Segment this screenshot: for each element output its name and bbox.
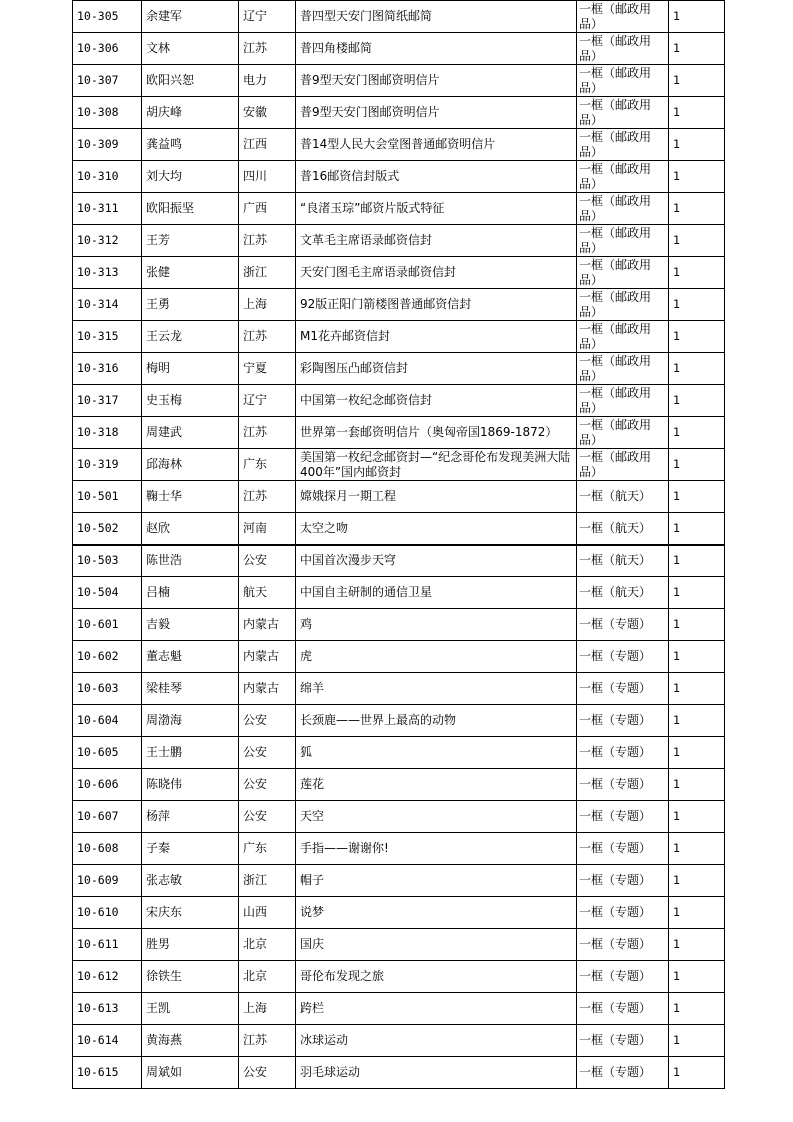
cell-entry-number: 10-605 <box>73 737 142 769</box>
cell-category: 一框（专题） <box>577 769 669 801</box>
cell-exhibit-title: 国庆 <box>296 929 577 961</box>
table-row <box>73 1025 725 1057</box>
cell-exhibitor-name: 欧阳兴恕 <box>142 65 239 97</box>
cell-category: 一框（邮政用品） <box>577 353 669 385</box>
cell-region: 内蒙古 <box>239 673 296 705</box>
table-row <box>73 993 725 1025</box>
cell-region: 公安 <box>239 801 296 833</box>
cell-entry-number: 10-603 <box>73 673 142 705</box>
cell-exhibit-title: 天空 <box>296 801 577 833</box>
table-row <box>73 513 725 545</box>
cell-frame-count: 1 <box>669 385 725 417</box>
cell-region: 内蒙古 <box>239 609 296 641</box>
cell-frame-count: 1 <box>669 65 725 97</box>
cell-exhibit-title: 长颈鹿——世界上最高的动物 <box>296 705 577 737</box>
cell-exhibitor-name: 王勇 <box>142 289 239 321</box>
cell-exhibit-title: 普14型人民大会堂图普通邮资明信片 <box>296 129 577 161</box>
cell-exhibit-title: 嫦娥探月一期工程 <box>296 481 577 513</box>
exhibit-table-body <box>73 1 725 1089</box>
cell-exhibitor-name: 张志敏 <box>142 865 239 897</box>
table-row <box>73 961 725 993</box>
cell-exhibitor-name: 王凯 <box>142 993 239 1025</box>
cell-category: 一框（邮政用品） <box>577 193 669 225</box>
cell-exhibitor-name: 刘大均 <box>142 161 239 193</box>
cell-entry-number: 10-314 <box>73 289 142 321</box>
cell-exhibit-title: 太空之吻 <box>296 513 577 545</box>
cell-frame-count: 1 <box>669 801 725 833</box>
cell-category: 一框（邮政用品） <box>577 97 669 129</box>
cell-entry-number: 10-602 <box>73 641 142 673</box>
cell-region: 江苏 <box>239 417 296 449</box>
cell-region: 辽宁 <box>239 1 296 33</box>
cell-frame-count: 1 <box>669 897 725 929</box>
cell-region: 内蒙古 <box>239 641 296 673</box>
cell-category: 一框（专题） <box>577 673 669 705</box>
cell-entry-number: 10-312 <box>73 225 142 257</box>
cell-entry-number: 10-504 <box>73 577 142 609</box>
table-row <box>73 385 725 417</box>
cell-frame-count: 1 <box>669 993 725 1025</box>
table-row <box>73 289 725 321</box>
cell-category: 一框（专题） <box>577 865 669 897</box>
table-row <box>73 865 725 897</box>
cell-category: 一框（邮政用品） <box>577 385 669 417</box>
cell-entry-number: 10-319 <box>73 449 142 481</box>
cell-category: 一框（航天） <box>577 513 669 545</box>
cell-exhibit-title: 92版正阳门箭楼图普通邮资信封 <box>296 289 577 321</box>
cell-exhibitor-name: 王云龙 <box>142 321 239 353</box>
cell-entry-number: 10-305 <box>73 1 142 33</box>
cell-exhibit-title: 普9型天安门图邮资明信片 <box>296 65 577 97</box>
cell-category: 一框（邮政用品） <box>577 225 669 257</box>
cell-region: 安徽 <box>239 97 296 129</box>
cell-region: 江苏 <box>239 33 296 65</box>
cell-region: 宁夏 <box>239 353 296 385</box>
cell-frame-count: 1 <box>669 737 725 769</box>
cell-category: 一框（航天） <box>577 577 669 609</box>
cell-exhibitor-name: 杨萍 <box>142 801 239 833</box>
cell-region: 上海 <box>239 993 296 1025</box>
cell-entry-number: 10-614 <box>73 1025 142 1057</box>
table-row <box>73 225 725 257</box>
cell-exhibitor-name: 宋庆东 <box>142 897 239 929</box>
table-row <box>73 257 725 289</box>
table-row <box>73 769 725 801</box>
cell-region: 北京 <box>239 961 296 993</box>
table-row <box>73 641 725 673</box>
cell-entry-number: 10-318 <box>73 417 142 449</box>
cell-region: 河南 <box>239 513 296 545</box>
cell-exhibitor-name: 梁桂琴 <box>142 673 239 705</box>
cell-exhibitor-name: 文林 <box>142 33 239 65</box>
cell-frame-count: 1 <box>669 929 725 961</box>
cell-frame-count: 1 <box>669 161 725 193</box>
cell-region: 浙江 <box>239 865 296 897</box>
cell-exhibitor-name: 陈晓伟 <box>142 769 239 801</box>
cell-region: 公安 <box>239 1057 296 1089</box>
cell-entry-number: 10-609 <box>73 865 142 897</box>
cell-category: 一框（专题） <box>577 961 669 993</box>
cell-frame-count: 1 <box>669 609 725 641</box>
table-row <box>73 897 725 929</box>
cell-exhibit-title: 天安门图毛主席语录邮资信封 <box>296 257 577 289</box>
cell-region: 公安 <box>239 737 296 769</box>
cell-frame-count: 1 <box>669 865 725 897</box>
cell-category: 一框（邮政用品） <box>577 321 669 353</box>
cell-exhibitor-name: 王芳 <box>142 225 239 257</box>
cell-exhibit-title: 中国第一枚纪念邮资信封 <box>296 385 577 417</box>
table-row <box>73 129 725 161</box>
table-row <box>73 609 725 641</box>
cell-entry-number: 10-308 <box>73 97 142 129</box>
cell-exhibit-title: 文革毛主席语录邮资信封 <box>296 225 577 257</box>
table-row <box>73 577 725 609</box>
cell-region: 公安 <box>239 545 296 577</box>
cell-exhibitor-name: 周建武 <box>142 417 239 449</box>
table-row <box>73 705 725 737</box>
cell-region: 江苏 <box>239 1025 296 1057</box>
cell-exhibit-title: 绵羊 <box>296 673 577 705</box>
cell-exhibit-title: 世界第一套邮资明信片（奥匈帝国1869-1872） <box>296 417 577 449</box>
cell-category: 一框（航天） <box>577 481 669 513</box>
table-row <box>73 161 725 193</box>
cell-category: 一框（专题） <box>577 705 669 737</box>
table-row <box>73 801 725 833</box>
cell-region: 广东 <box>239 833 296 865</box>
table-row <box>73 1057 725 1089</box>
cell-exhibitor-name: 梅明 <box>142 353 239 385</box>
cell-exhibitor-name: 周渤海 <box>142 705 239 737</box>
cell-exhibitor-name: 史玉梅 <box>142 385 239 417</box>
cell-frame-count: 1 <box>669 225 725 257</box>
cell-region: 辽宁 <box>239 385 296 417</box>
cell-entry-number: 10-615 <box>73 1057 142 1089</box>
table-row <box>73 353 725 385</box>
cell-entry-number: 10-307 <box>73 65 142 97</box>
cell-category: 一框（专题） <box>577 1025 669 1057</box>
cell-entry-number: 10-503 <box>73 545 142 577</box>
cell-frame-count: 1 <box>669 1025 725 1057</box>
cell-exhibit-title: 羽毛球运动 <box>296 1057 577 1089</box>
cell-exhibit-title: 狐 <box>296 737 577 769</box>
cell-entry-number: 10-317 <box>73 385 142 417</box>
cell-exhibitor-name: 吉毅 <box>142 609 239 641</box>
cell-exhibitor-name: 胜男 <box>142 929 239 961</box>
cell-region: 江苏 <box>239 225 296 257</box>
cell-category: 一框（专题） <box>577 1057 669 1089</box>
cell-region: 公安 <box>239 769 296 801</box>
cell-entry-number: 10-604 <box>73 705 142 737</box>
cell-category: 一框（邮政用品） <box>577 257 669 289</box>
cell-entry-number: 10-611 <box>73 929 142 961</box>
cell-exhibit-title: 帽子 <box>296 865 577 897</box>
cell-category: 一框（专题） <box>577 929 669 961</box>
cell-category: 一框（专题） <box>577 737 669 769</box>
cell-exhibitor-name: 鞠士华 <box>142 481 239 513</box>
cell-exhibit-title: 跨栏 <box>296 993 577 1025</box>
table-row <box>73 929 725 961</box>
cell-exhibit-title: 普四型天安门图简纸邮简 <box>296 1 577 33</box>
cell-exhibitor-name: 胡庆峰 <box>142 97 239 129</box>
cell-category: 一框（邮政用品） <box>577 289 669 321</box>
cell-category: 一框（专题） <box>577 897 669 929</box>
cell-frame-count: 1 <box>669 129 725 161</box>
cell-region: 广西 <box>239 193 296 225</box>
cell-exhibitor-name: 欧阳振坚 <box>142 193 239 225</box>
cell-exhibit-title: 普9型天安门图邮资明信片 <box>296 97 577 129</box>
cell-exhibit-title: 手指——谢谢你! <box>296 833 577 865</box>
cell-entry-number: 10-608 <box>73 833 142 865</box>
cell-exhibit-title: 莲花 <box>296 769 577 801</box>
cell-exhibit-title: 美国第一枚纪念邮资封—“纪念哥伦布发现美洲大陆400年”国内邮资封 <box>296 449 577 481</box>
cell-region: 电力 <box>239 65 296 97</box>
cell-frame-count: 1 <box>669 1057 725 1089</box>
cell-frame-count: 1 <box>669 961 725 993</box>
cell-frame-count: 1 <box>669 769 725 801</box>
cell-category: 一框（邮政用品） <box>577 129 669 161</box>
exhibit-table <box>72 0 725 1089</box>
cell-exhibitor-name: 吕楠 <box>142 577 239 609</box>
cell-exhibitor-name: 邱海林 <box>142 449 239 481</box>
cell-frame-count: 1 <box>669 97 725 129</box>
cell-exhibitor-name: 余建军 <box>142 1 239 33</box>
cell-exhibit-title: 中国自主研制的通信卫星 <box>296 577 577 609</box>
cell-entry-number: 10-313 <box>73 257 142 289</box>
cell-exhibitor-name: 陈世浩 <box>142 545 239 577</box>
table-row <box>73 737 725 769</box>
cell-entry-number: 10-501 <box>73 481 142 513</box>
cell-exhibitor-name: 周斌如 <box>142 1057 239 1089</box>
table-row <box>73 321 725 353</box>
cell-exhibitor-name: 徐铁生 <box>142 961 239 993</box>
cell-exhibit-title: 普16邮资信封版式 <box>296 161 577 193</box>
cell-entry-number: 10-306 <box>73 33 142 65</box>
cell-entry-number: 10-502 <box>73 513 142 545</box>
cell-frame-count: 1 <box>669 193 725 225</box>
cell-frame-count: 1 <box>669 289 725 321</box>
table-row <box>73 65 725 97</box>
cell-exhibitor-name: 张健 <box>142 257 239 289</box>
cell-region: 上海 <box>239 289 296 321</box>
cell-frame-count: 1 <box>669 641 725 673</box>
cell-frame-count: 1 <box>669 481 725 513</box>
table-row <box>73 417 725 449</box>
cell-exhibit-title: 中国首次漫步天穹 <box>296 545 577 577</box>
cell-entry-number: 10-612 <box>73 961 142 993</box>
table-row <box>73 33 725 65</box>
table-row <box>73 481 725 513</box>
cell-region: 山西 <box>239 897 296 929</box>
cell-exhibitor-name: 子秦 <box>142 833 239 865</box>
cell-exhibitor-name: 黄海燕 <box>142 1025 239 1057</box>
cell-exhibit-title: 普四角楼邮简 <box>296 33 577 65</box>
cell-category: 一框（航天） <box>577 545 669 577</box>
cell-category: 一框（专题） <box>577 641 669 673</box>
table-row <box>73 673 725 705</box>
cell-exhibitor-name: 赵欣 <box>142 513 239 545</box>
cell-category: 一框（邮政用品） <box>577 161 669 193</box>
cell-frame-count: 1 <box>669 353 725 385</box>
cell-exhibit-title: 虎 <box>296 641 577 673</box>
cell-entry-number: 10-607 <box>73 801 142 833</box>
cell-frame-count: 1 <box>669 1 725 33</box>
cell-category: 一框（邮政用品） <box>577 417 669 449</box>
table-row <box>73 193 725 225</box>
cell-region: 江苏 <box>239 481 296 513</box>
cell-frame-count: 1 <box>669 417 725 449</box>
cell-entry-number: 10-316 <box>73 353 142 385</box>
cell-category: 一框（专题） <box>577 993 669 1025</box>
cell-frame-count: 1 <box>669 577 725 609</box>
cell-exhibitor-name: 龚益鸣 <box>142 129 239 161</box>
cell-exhibitor-name: 董志魁 <box>142 641 239 673</box>
cell-exhibit-title: 说梦 <box>296 897 577 929</box>
cell-entry-number: 10-613 <box>73 993 142 1025</box>
cell-frame-count: 1 <box>669 321 725 353</box>
cell-category: 一框（邮政用品） <box>577 449 669 481</box>
cell-category: 一框（专题） <box>577 833 669 865</box>
cell-category: 一框（专题） <box>577 801 669 833</box>
cell-frame-count: 1 <box>669 257 725 289</box>
cell-entry-number: 10-606 <box>73 769 142 801</box>
cell-category: 一框（邮政用品） <box>577 33 669 65</box>
cell-category: 一框（专题） <box>577 609 669 641</box>
cell-exhibit-title: “良渚玉琮”邮资片版式特征 <box>296 193 577 225</box>
cell-region: 公安 <box>239 705 296 737</box>
cell-frame-count: 1 <box>669 449 725 481</box>
cell-frame-count: 1 <box>669 513 725 545</box>
cell-entry-number: 10-310 <box>73 161 142 193</box>
cell-category: 一框（邮政用品） <box>577 1 669 33</box>
cell-exhibit-title: M1花卉邮资信封 <box>296 321 577 353</box>
table-row <box>73 97 725 129</box>
cell-category: 一框（邮政用品） <box>577 65 669 97</box>
cell-region: 江西 <box>239 129 296 161</box>
cell-entry-number: 10-311 <box>73 193 142 225</box>
cell-region: 北京 <box>239 929 296 961</box>
cell-exhibitor-name: 王士鹏 <box>142 737 239 769</box>
cell-frame-count: 1 <box>669 673 725 705</box>
cell-frame-count: 1 <box>669 705 725 737</box>
cell-region: 航天 <box>239 577 296 609</box>
cell-exhibit-title: 冰球运动 <box>296 1025 577 1057</box>
table-row <box>73 833 725 865</box>
cell-frame-count: 1 <box>669 33 725 65</box>
table-row <box>73 545 725 577</box>
cell-exhibit-title: 鸡 <box>296 609 577 641</box>
table-row <box>73 449 725 481</box>
cell-region: 四川 <box>239 161 296 193</box>
cell-entry-number: 10-309 <box>73 129 142 161</box>
cell-exhibit-title: 哥伦布发现之旅 <box>296 961 577 993</box>
cell-exhibit-title: 彩陶图压凸邮资信封 <box>296 353 577 385</box>
cell-entry-number: 10-610 <box>73 897 142 929</box>
cell-frame-count: 1 <box>669 545 725 577</box>
cell-region: 江苏 <box>239 321 296 353</box>
cell-frame-count: 1 <box>669 833 725 865</box>
cell-region: 广东 <box>239 449 296 481</box>
table-row <box>73 1 725 33</box>
cell-entry-number: 10-315 <box>73 321 142 353</box>
cell-entry-number: 10-601 <box>73 609 142 641</box>
cell-region: 浙江 <box>239 257 296 289</box>
